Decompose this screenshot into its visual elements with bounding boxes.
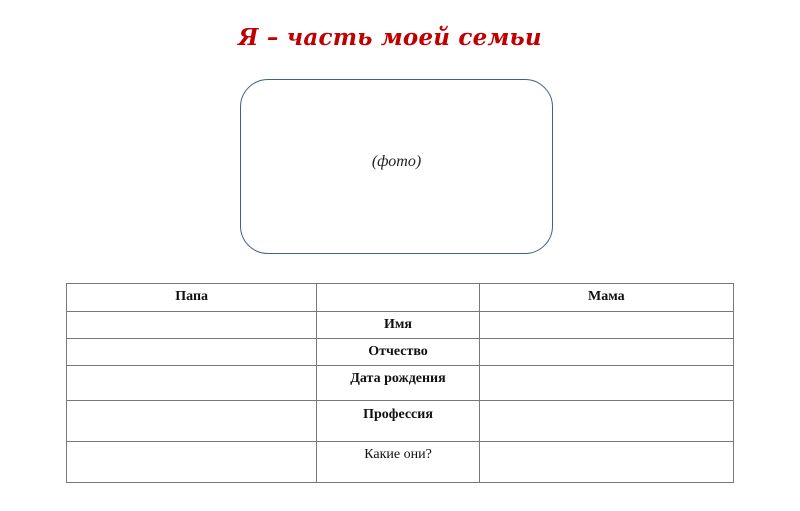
father-birthdate-cell[interactable] [67, 366, 317, 401]
row-label-cell [317, 442, 479, 483]
table-row [67, 339, 734, 366]
father-patronymic-cell[interactable] [67, 339, 317, 366]
row-label-cell [317, 339, 479, 366]
row-label-traits: Какие они? [364, 447, 432, 462]
father-name-cell[interactable] [67, 312, 317, 339]
father-profession-cell[interactable] [67, 401, 317, 442]
row-label-patronymic: Отчество [368, 344, 428, 359]
mother-profession-cell[interactable] [479, 401, 733, 442]
father-patronymic-value [67, 339, 316, 344]
header-mother-label: Мама [587, 289, 625, 304]
father-birthdate-value [67, 366, 316, 371]
row-label-name: Имя [383, 317, 412, 332]
mother-traits-value [480, 442, 733, 447]
header-middle-label [317, 284, 478, 289]
father-name-value [67, 312, 316, 317]
mother-traits-cell[interactable] [479, 442, 733, 483]
header-cell-mother [479, 284, 733, 312]
mother-profession-value [480, 401, 733, 407]
mother-name-value [480, 312, 733, 317]
mother-name-cell[interactable] [479, 312, 733, 339]
mother-patronymic-value [480, 339, 733, 344]
row-label-cell [317, 401, 479, 442]
mother-birthdate-value [480, 366, 733, 371]
mother-patronymic-cell[interactable] [479, 339, 733, 366]
row-label-profession: Профессия [363, 407, 433, 422]
table-row [67, 401, 734, 442]
table-row [67, 442, 734, 483]
family-table [66, 283, 734, 483]
table-row [67, 366, 734, 401]
father-profession-value [67, 401, 316, 407]
father-traits-cell[interactable] [67, 442, 317, 483]
page-title: Я – часть моей семьи [238, 24, 542, 51]
header-father-label: Папа [175, 289, 209, 304]
header-cell-father [67, 284, 317, 312]
photo-placeholder [240, 79, 553, 254]
row-label-cell [317, 366, 479, 401]
row-label-cell [317, 312, 479, 339]
row-label-birthdate: Дата рождения [350, 371, 446, 386]
header-cell-middle [317, 284, 479, 312]
table-header-row [67, 284, 734, 312]
father-traits-value [67, 442, 316, 447]
table-row [67, 312, 734, 339]
photo-label: (фото) [371, 153, 422, 170]
mother-birthdate-cell[interactable] [479, 366, 733, 401]
